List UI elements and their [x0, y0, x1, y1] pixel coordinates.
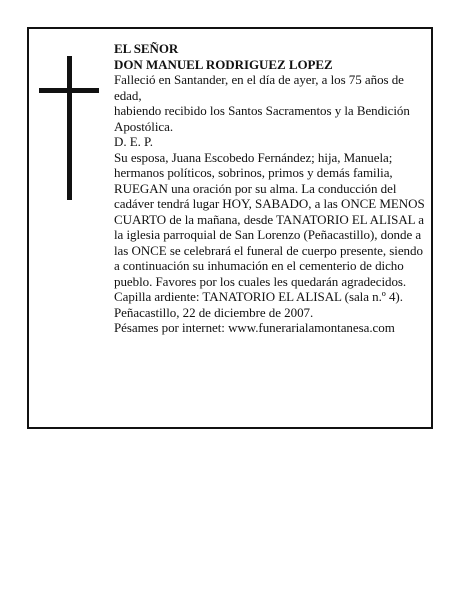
latin-cross-icon	[39, 56, 99, 200]
obituary-notice	[27, 27, 433, 429]
cross-vertical-bar	[67, 56, 72, 200]
death-statement: Falleció en Santander, en el día de ayer, a los 75 años de edad,	[114, 72, 404, 103]
deceased-name: DON MANUEL RODRIGUEZ LOPEZ	[114, 56, 333, 72]
obituary-text	[114, 41, 426, 336]
obituary-heading: EL SEÑOR	[114, 41, 179, 56]
family-and-funeral-details: Su esposa, Juana Escobedo Fernández; hija, Manuela; hermanos políticos, sobrinos, primos y demás familia, RUEGAN una oración por su alma. La conducción del cadáver tendrá lugar HOY, SABADO, a las ONCE MENOS CUARTO de la mañana, desde TANATORIO EL ALISAL a la iglesia parroquial de San Lorenzo (Peñacastillo), donde a las ONCE se celebrará el funeral de cuerpo presente, siendo a continuación su inhumación en el cementerio de dicho pueblo. Favores por los cuales les quedarán agradecidos. Capilla ardiente: TANATORIO EL ALISAL (sala n.º 4).	[114, 149, 425, 304]
cross-horizontal-bar	[39, 88, 99, 93]
condolences-website: Pésames por internet: www.funerarialamontanesa.com	[114, 320, 395, 335]
rip-line: D. E. P.	[114, 134, 153, 149]
place-and-date: Peñacastillo, 22 de diciembre de 2007.	[114, 304, 314, 320]
sacraments-statement: habiendo recibido los Santos Sacramentos y la Bendición Apostólica.	[114, 103, 410, 134]
